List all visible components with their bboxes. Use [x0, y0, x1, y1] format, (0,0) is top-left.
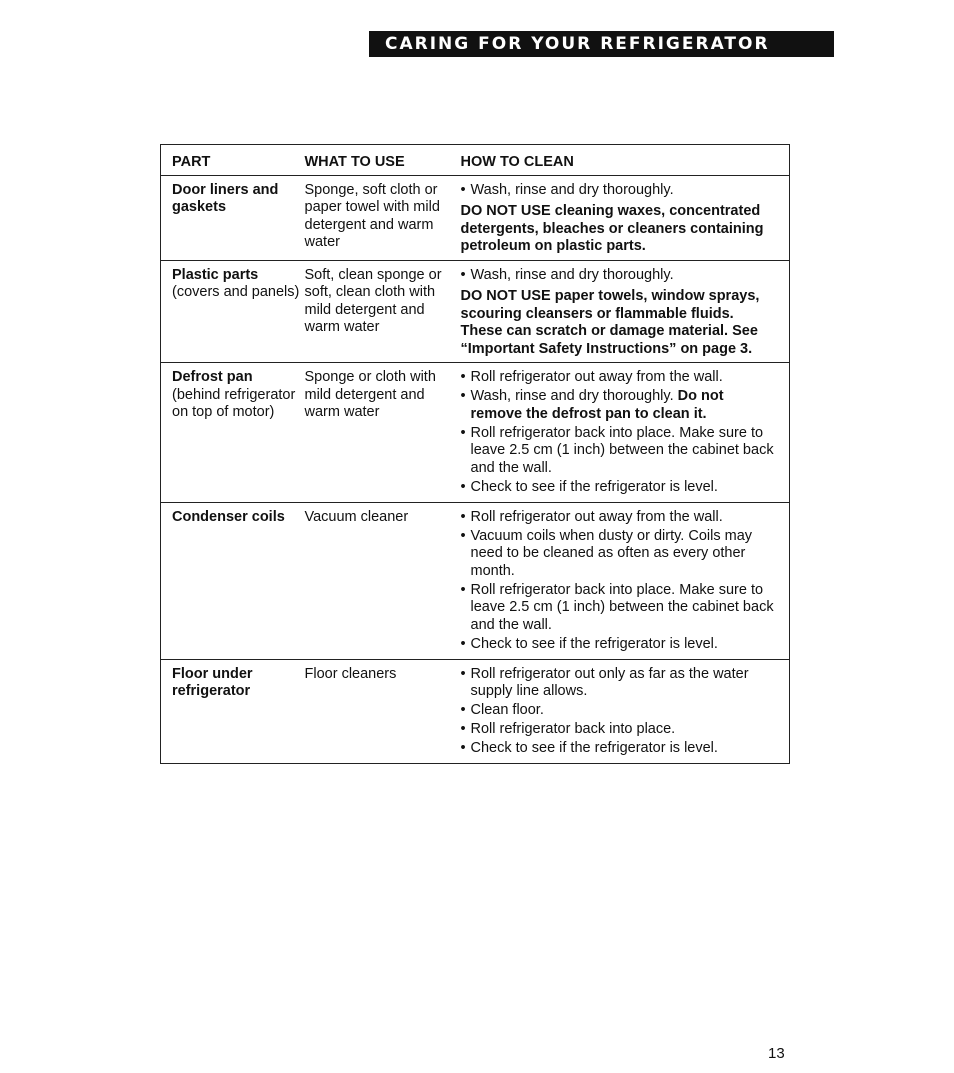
column-header-how-to-clean: HOW TO CLEAN [461, 145, 790, 176]
step-emphasis: Do not remove the defrost pan to clean it. [470, 388, 724, 422]
how-to-clean-cell [461, 659, 790, 764]
cleaning-step [461, 388, 778, 423]
step-text: Roll refrigerator back into place. Make sure to leave 2.5 cm (1 inch) between the cabinet back and the wall. [470, 581, 774, 633]
step-text: Check to see if the refrigerator is level. [470, 478, 718, 495]
section-header [369, 31, 834, 57]
table-row [161, 175, 790, 260]
table-header-row [161, 145, 790, 176]
cleaning-step [461, 369, 778, 387]
part-name: Door liners and gaskets [172, 181, 279, 215]
cleaning-step [461, 528, 778, 581]
what-to-use-cell: Sponge, soft cloth or paper towel with mild detergent and warm water [304, 181, 440, 250]
cleaning-step [461, 425, 778, 478]
cleaning-step [461, 509, 778, 527]
part-name: Condenser coils [172, 508, 285, 525]
cleaning-steps [461, 182, 778, 200]
cleaning-step [461, 702, 778, 720]
step-text: Roll refrigerator back into place. [470, 721, 676, 737]
cleaning-steps [461, 666, 778, 758]
part-cell [161, 175, 305, 260]
part-cell [161, 363, 305, 503]
what-to-use-cell: Floor cleaners [304, 665, 397, 682]
part-name: Plastic parts [172, 266, 259, 283]
table-row [161, 659, 790, 764]
column-header-part: PART [161, 145, 305, 176]
step-text: Wash, rinse and dry thoroughly. [470, 388, 678, 404]
what-to-use-cell: Vacuum cleaner [304, 508, 409, 525]
cleaning-warning: DO NOT USE paper towels, window sprays, scouring cleansers or flammable fluids. These can scratch or damage material. See “Important Safety Instructions” on page 3. [460, 288, 760, 357]
step-text: Clean floor. [470, 702, 544, 718]
cleaning-step [461, 666, 778, 701]
cleaning-step [461, 721, 778, 739]
table-row [161, 502, 790, 659]
how-to-clean-cell [461, 363, 790, 503]
part-note: (covers and panels) [172, 284, 300, 300]
step-text: Roll refrigerator out away from the wall. [470, 508, 723, 525]
table-row [161, 363, 790, 503]
step-text: Roll refrigerator out away from the wall. [470, 369, 723, 385]
step-text: Check to see if the refrigerator is level. [470, 740, 718, 756]
cleaning-step [461, 636, 778, 654]
column-header-what-to-use: WHAT TO USE [305, 145, 461, 176]
how-to-clean-cell [461, 502, 790, 659]
part-note: (behind refrigerator on top of motor) [172, 386, 296, 420]
part-name: Floor under refrigerator [172, 665, 253, 699]
how-to-clean-cell [461, 260, 790, 363]
step-text: Roll refrigerator out only as far as the water supply line allows. [470, 665, 749, 699]
part-cell [161, 502, 305, 659]
part-cell [161, 659, 305, 764]
part-name: Defrost pan [172, 369, 253, 385]
cleaning-step [461, 740, 778, 758]
cleaning-steps [461, 369, 778, 496]
cleaning-step [461, 582, 778, 635]
cleaning-warning: DO NOT USE cleaning waxes, concentrated detergents, bleaches or cleaners containing petroleum on plastic parts. [460, 203, 764, 254]
cleaning-steps [461, 267, 778, 285]
how-to-clean-cell [461, 175, 790, 260]
cleaning-step [461, 182, 778, 200]
cleaning-table [160, 144, 790, 764]
cleaning-step [461, 479, 778, 497]
step-text: Vacuum coils when dusty or dirty. Coils may need to be cleaned as often as every other month. [470, 527, 753, 579]
page-number: 13 [768, 1045, 785, 1062]
step-text: Roll refrigerator back into place. Make sure to leave 2.5 cm (1 inch) between the cabinet back and the wall. [470, 424, 774, 476]
table-row [161, 260, 790, 363]
cleaning-step [461, 267, 778, 285]
step-text: Wash, rinse and dry thoroughly. [470, 181, 674, 198]
what-to-use-cell: Sponge or cloth with mild detergent and warm water [304, 369, 436, 420]
what-to-use-cell: Soft, clean sponge or soft, clean cloth with mild detergent and warm water [304, 266, 442, 335]
section-title: CARING FOR YOUR REFRIGERATOR [385, 34, 770, 54]
step-text: Check to see if the refrigerator is level. [470, 635, 718, 652]
part-cell [161, 260, 305, 363]
step-text: Wash, rinse and dry thoroughly. [470, 266, 674, 283]
cleaning-steps [461, 509, 778, 654]
table-body [161, 175, 790, 764]
